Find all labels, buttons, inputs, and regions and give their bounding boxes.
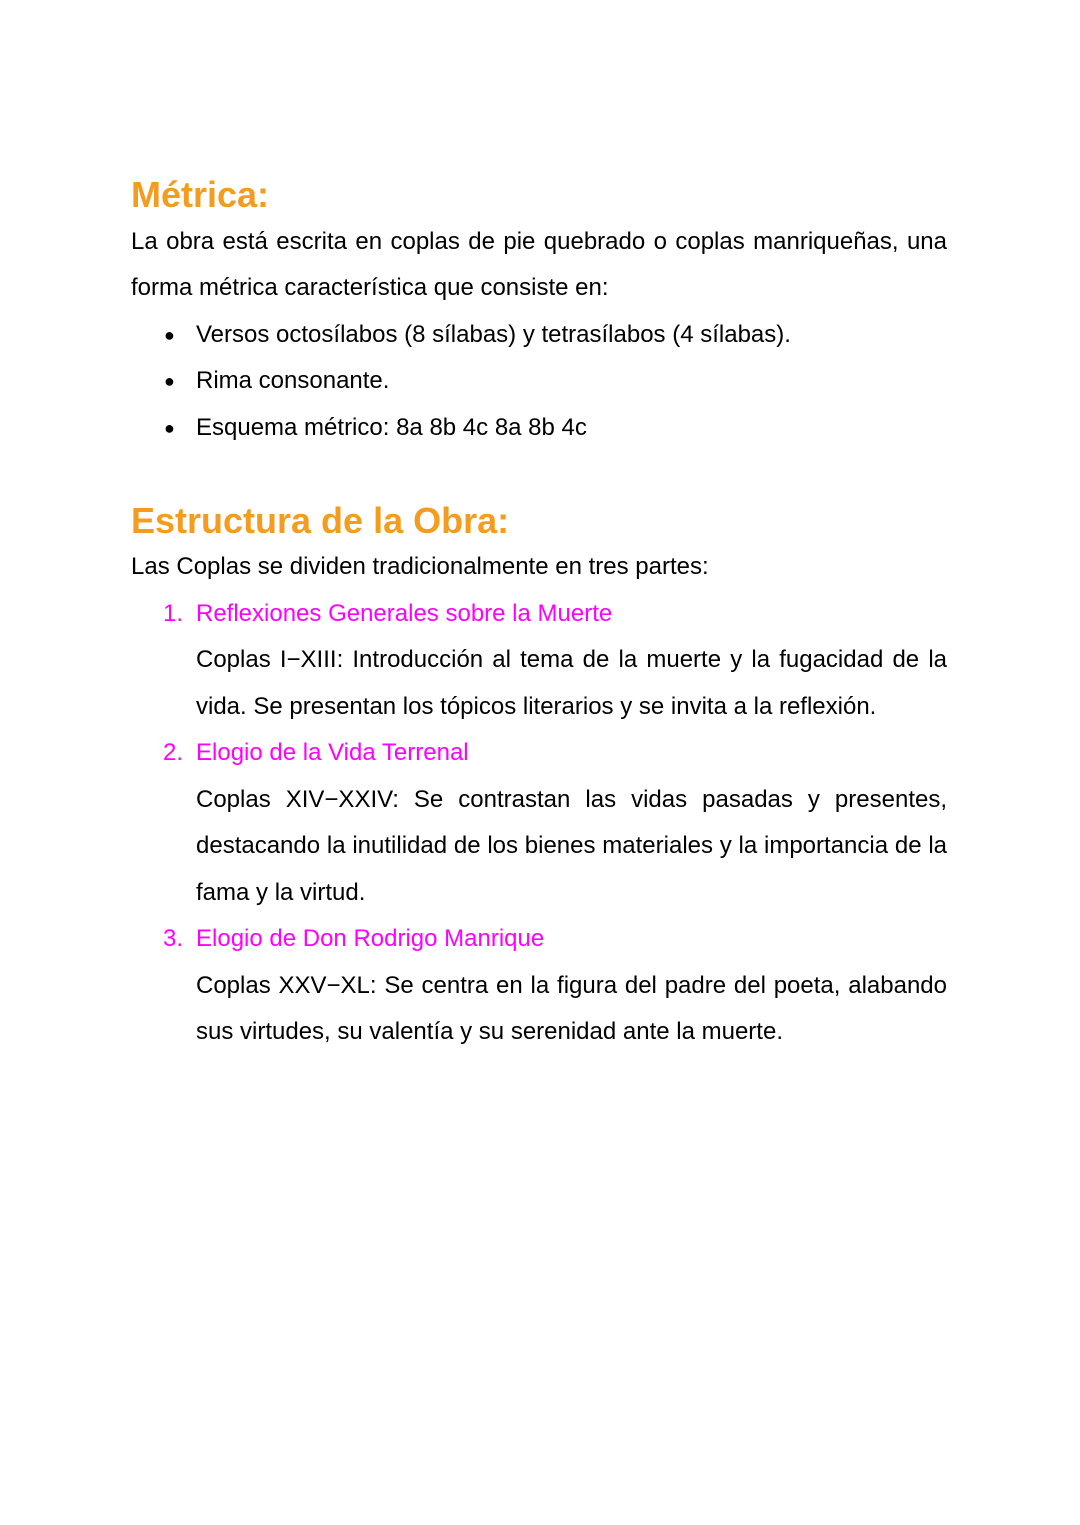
- estructura-part-list: [131, 591, 947, 1056]
- document-page: [131, 172, 947, 1056]
- metrica-bullet-list: [131, 312, 947, 452]
- part-title: Reflexiones Generales sobre la Muerte: [196, 599, 613, 627]
- bullet-icon: ●: [164, 371, 175, 391]
- part-body: Coplas XIV−XXIV: Se contrastan las vidas pasadas y presentes, destacando la inutilidad de los bienes materiales y la importancia de la fama y la virtud.: [196, 785, 947, 906]
- metrica-heading: Métrica:: [131, 174, 270, 215]
- part-number: 3.: [163, 925, 184, 952]
- bullet-icon: ●: [164, 324, 175, 345]
- list-item: [131, 730, 947, 916]
- section-spacer: [131, 451, 947, 498]
- bullet-text: Rima consonante.: [196, 367, 390, 394]
- part-title: Elogio de la Vida Terrenal: [196, 739, 469, 766]
- list-item: [131, 358, 947, 405]
- estructura-intro: Las Coplas se dividen tradicionalmente en tres partes:: [131, 553, 709, 580]
- part-number: 2.: [163, 739, 184, 766]
- part-number: 1.: [163, 599, 184, 627]
- metrica-intro: La obra está escrita en coplas de pie quebrado o coplas manriqueñas, una forma métrica característica que consiste en:: [131, 227, 947, 301]
- part-body: Coplas I−XIII: Introducción al tema de la muerte y la fugacidad de la vida. Se presentan los tópicos literarios y se invita a la reflexión.: [196, 646, 947, 720]
- bullet-text: Esquema métrico: 8a 8b 4c 8a 8b 4c: [196, 413, 587, 441]
- list-item: [131, 591, 947, 731]
- list-item: [131, 312, 947, 359]
- part-body: Coplas XXV−XL: Se centra en la figura del padre del poeta, alabando sus virtudes, su valentía y su serenidad ante la muerte.: [196, 971, 947, 1045]
- bullet-icon: ●: [164, 417, 175, 438]
- list-item: [131, 916, 947, 1056]
- list-item: [131, 405, 947, 452]
- part-title: Elogio de Don Rodrigo Manrique: [196, 925, 545, 952]
- bullet-text: Versos octosílabos (8 sílabas) y tetrasílabos (4 sílabas).: [196, 320, 791, 348]
- estructura-heading: Estructura de la Obra:: [131, 499, 510, 541]
